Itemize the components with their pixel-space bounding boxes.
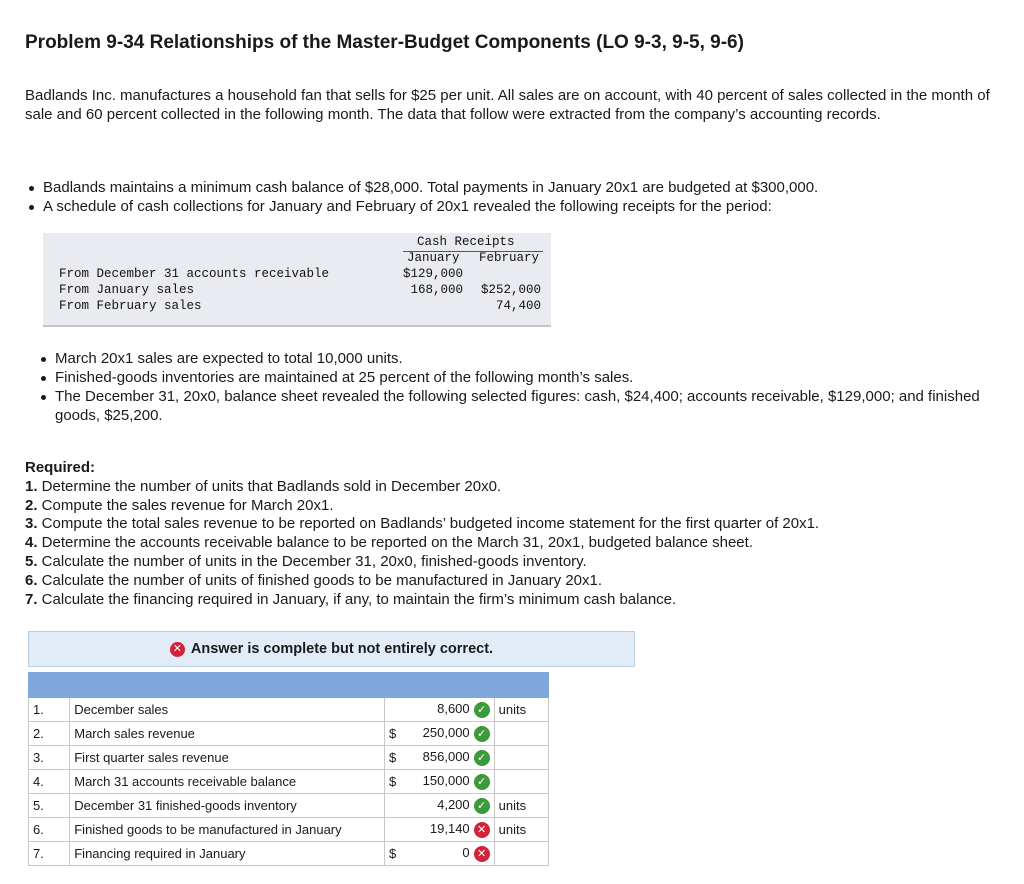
bullet-list-2 [37, 349, 997, 425]
row-number: 6. [29, 818, 70, 842]
currency-symbol [385, 794, 406, 818]
required-item [25, 572, 819, 591]
answer-input[interactable] [405, 818, 494, 842]
bullet-list-1 [25, 178, 985, 216]
row-number: 4. [29, 770, 70, 794]
row-number: 2. [29, 722, 70, 746]
unit-label [494, 722, 548, 746]
check-circle-icon: ✓ [474, 726, 490, 742]
bullet-item: A schedule of cash collections for January and February of 20x1 revealed the following receipts for the period: [25, 197, 985, 216]
check-circle-icon: ✓ [474, 774, 490, 790]
unit-label [494, 746, 548, 770]
answer-row [29, 842, 549, 866]
required-text: Calculate the number of units of finished goods to be manufactured in January 20x1. [37, 571, 603, 589]
answer-value: 4,200 [437, 797, 470, 812]
bullet-item: Finished-goods inventories are maintained at 25 percent of the following month’s sales. [37, 368, 997, 387]
answer-row [29, 818, 549, 842]
unit-label [494, 842, 548, 866]
answer-value: 250,000 [422, 725, 470, 740]
row-description: Financing required in January [70, 842, 385, 866]
currency-symbol [385, 818, 406, 842]
cell-february: $252,000 [480, 283, 541, 297]
row-number: 3. [29, 746, 70, 770]
bullet-item: The December 31, 20x0, balance sheet revealed the following selected figures: cash, $24,400; accounts receivable, $129,000; and finished goods, $25,200. [37, 387, 997, 425]
answer-input[interactable] [405, 770, 494, 794]
cash-receipts-heading: Cash Receipts [417, 235, 515, 249]
required-heading: Required: [25, 459, 96, 476]
required-text: Calculate the number of units in the December 31, 20x0, finished-goods inventory. [37, 552, 587, 570]
required-item [25, 515, 819, 534]
check-circle-icon: ✓ [474, 750, 490, 766]
unit-label: units [494, 818, 548, 842]
currency-symbol: $ [385, 770, 406, 794]
required-item [25, 497, 819, 516]
answer-table [28, 672, 549, 866]
x-circle-icon: ✕ [170, 642, 185, 657]
currency-symbol: $ [385, 842, 406, 866]
answer-value: 19,140 [429, 821, 470, 836]
unit-label [494, 770, 548, 794]
required-number: 1. [25, 477, 38, 495]
currency-symbol [385, 698, 406, 722]
answer-status-banner [28, 631, 635, 667]
answer-row [29, 770, 549, 794]
cash-receipts-table [43, 233, 551, 327]
answer-row [29, 746, 549, 770]
bullet-item: Badlands maintains a minimum cash balance of $28,000. Total payments in January 20x1 are budgeted at $300,000. [25, 178, 985, 197]
required-text: Determine the number of units that Badlands sold in December 20x0. [37, 477, 502, 495]
required-number: 6. [25, 571, 38, 589]
answer-input[interactable] [405, 842, 494, 866]
x-circle-icon: ✕ [474, 822, 490, 838]
required-item [25, 591, 819, 610]
answer-value: 150,000 [422, 773, 470, 788]
header-cell [29, 673, 549, 698]
answer-input[interactable] [405, 746, 494, 770]
currency-symbol: $ [385, 746, 406, 770]
answer-row [29, 794, 549, 818]
cell-january: $129,000 [402, 267, 463, 281]
required-text: Determine the accounts receivable balance to be reported on the March 31, 20x1, budgeted balance sheet. [37, 534, 753, 552]
page-title: Problem 9-34 Relationships of the Master-Budget Components (LO 9-3, 9-5, 9-6) [25, 32, 744, 53]
answer-value: 8,600 [437, 701, 470, 716]
column-header-january: January [407, 251, 460, 265]
row-number: 7. [29, 842, 70, 866]
row-number: 1. [29, 698, 70, 722]
required-section [25, 459, 819, 609]
bullet-item: March 20x1 sales are expected to total 10,000 units. [37, 349, 997, 368]
row-description: Finished goods to be manufactured in January [70, 818, 385, 842]
row-description: December sales [70, 698, 385, 722]
column-header-february: February [479, 251, 540, 265]
answer-table-header [29, 673, 549, 698]
answer-value: 856,000 [422, 749, 470, 764]
row-description: First quarter sales revenue [70, 746, 385, 770]
required-number: 2. [25, 496, 38, 514]
answer-input[interactable] [405, 698, 494, 722]
row-number: 5. [29, 794, 70, 818]
answer-row [29, 722, 549, 746]
row-label: From February sales [59, 299, 202, 313]
cell-february: 74,400 [495, 299, 541, 313]
required-text: Compute the total sales revenue to be reported on Badlands’ budgeted income statement for the first quarter of 20x1. [37, 515, 820, 533]
cell-january: 168,000 [410, 283, 463, 297]
required-text: Calculate the financing required in January, if any, to maintain the firm’s minimum cash balance. [37, 590, 677, 608]
answer-input[interactable] [405, 794, 494, 818]
required-number: 4. [25, 534, 38, 552]
problem-intro: Badlands Inc. manufactures a household fan that sells for $25 per unit. All sales are on account, with 40 percent of sales collected in the month of sale and 60 percent collected in the following month. The data that follow were extracted from the company’s accounting records. [25, 87, 990, 123]
required-number: 7. [25, 590, 38, 608]
required-text: Compute the sales revenue for March 20x1. [37, 496, 334, 514]
unit-label: units [494, 794, 548, 818]
row-description: March sales revenue [70, 722, 385, 746]
row-label: From January sales [59, 283, 195, 297]
row-description: December 31 finished-goods inventory [70, 794, 385, 818]
x-circle-icon: ✕ [474, 846, 490, 862]
check-circle-icon: ✓ [474, 798, 490, 814]
answer-input[interactable] [405, 722, 494, 746]
check-circle-icon: ✓ [474, 702, 490, 718]
required-number: 5. [25, 552, 38, 570]
required-number: 3. [25, 515, 38, 533]
answer-row [29, 698, 549, 722]
unit-label: units [494, 698, 548, 722]
currency-symbol: $ [385, 722, 406, 746]
answer-value: 0 [462, 845, 470, 860]
row-label: From December 31 accounts receivable [59, 267, 330, 281]
required-item [25, 534, 819, 553]
required-item [25, 553, 819, 572]
banner-text: Answer is complete but not entirely correct. [190, 641, 494, 657]
row-description: March 31 accounts receivable balance [70, 770, 385, 794]
required-item [25, 478, 819, 497]
